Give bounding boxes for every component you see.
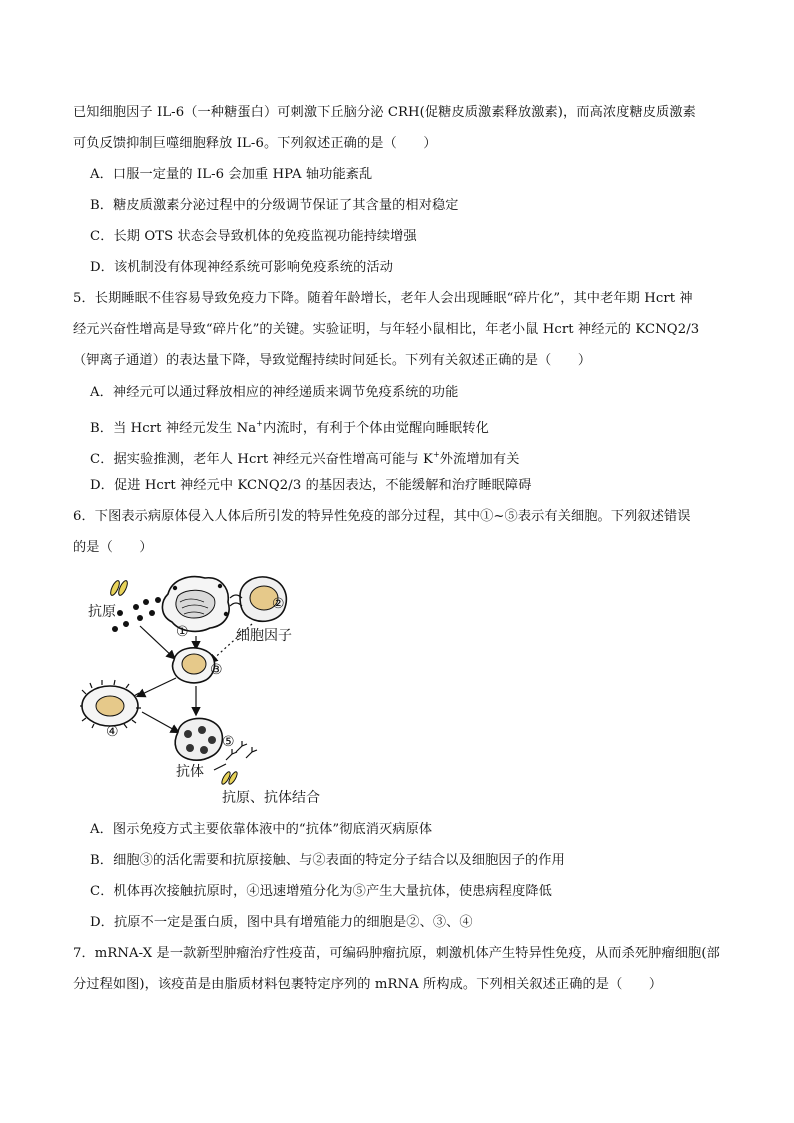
q5-option-c: C．据实验推测，老年人 Hcrt 神经元兴奋性增高可能与 K+外流增加有关 xyxy=(90,450,520,467)
q6-stem-line2: 的是（ ） xyxy=(73,540,153,555)
q4-stem-line1: 已知细胞因子 IL-6（一种糖蛋白）可刺激下丘脑分泌 CRH(促糖皮质激素释放激素)，而高浓度糖皮质激素 xyxy=(73,105,696,120)
label-binding: 抗原、抗体结合 xyxy=(222,790,320,806)
label-n4: ④ xyxy=(106,724,119,740)
q5-option-a: A．神经元可以通过释放相应的神经递质来调节免疫系统的功能 xyxy=(90,385,459,400)
cell-5-plasma-cell xyxy=(175,718,222,760)
q6-stem-line1: 6．下图表示病原体侵入人体后所引发的特异性免疫的部分过程，其中①~⑤表示有关细胞。下列叙述错误 xyxy=(73,509,691,524)
q5-stem-line3: （钾离子通道）的表达量下降，导致觉醒持续时间延长。下列有关叙述正确的是（ ） xyxy=(73,353,592,368)
q4-stem-line2: 可负反馈抑制巨噬细胞释放 IL-6。下列叙述正确的是（ ） xyxy=(73,136,437,151)
q6-option-d: D．抗原不一定是蛋白质，图中具有增殖能力的细胞是②、③、④ xyxy=(90,915,473,930)
q4-option-b: B．糖皮质激素分泌过程中的分级调节保证了其含量的相对稳定 xyxy=(90,198,459,213)
q4-option-d: D．该机制没有体现神经系统可影响免疫系统的活动 xyxy=(90,260,393,275)
q6-option-b: B．细胞③的活化需要和抗原接触、与②表面的特定分子结合以及细胞因子的作用 xyxy=(90,853,565,868)
label-antigen: 抗原 xyxy=(88,604,116,620)
q5-stem-line2: 经元兴奋性增高是导致“碎片化”的关键。实验证明，与年轻小鼠相比，年老小鼠 Hcrt 神经元的 KCNQ2/3 xyxy=(73,322,700,337)
label-cytokine: 细胞因子 xyxy=(236,628,292,644)
q4-option-c: C．长期 OTS 状态会导致机体的免疫监视功能持续增强 xyxy=(90,229,417,244)
label-n3: ③ xyxy=(210,662,223,678)
q5-option-d: D．促进 Hcrt 神经元中 KCNQ2/3 的基因表达，不能缓解和治疗睡眠障碍 xyxy=(90,478,532,493)
q5-option-b: B．当 Hcrt 神经元发生 Na+内流时，有利于个体由觉醒向睡眠转化 xyxy=(90,419,489,436)
cell-3-b-cell xyxy=(173,648,215,683)
q7-stem-line1: 7．mRNA-X 是一款新型肿瘤治疗性疫苗，可编码肿瘤抗原，刺激机体产生特异性免疫，从而杀死肿瘤细胞(部 xyxy=(73,946,720,961)
cell-1-apc xyxy=(162,577,229,632)
q6-option-c: C．机体再次接触抗原时，④迅速增殖分化为⑤产生大量抗体，使患病程度降低 xyxy=(90,884,552,899)
antigen-rods-icon xyxy=(109,579,129,596)
q5-stem-line1: 5．长期睡眠不佳容易导致免疫力下降。随着年龄增长，老年人会出现睡眠“碎片化”，其中老年期 Hcrt 神 xyxy=(73,291,693,306)
antigen-antibody-complex-icon xyxy=(220,771,238,786)
immune-process-figure xyxy=(80,574,350,810)
q7-stem-line2: 分过程如图)，该疫苗是由脂质材料包裹特定序列的 mRNA 所构成。下列相关叙述正确的是（ ） xyxy=(73,977,663,992)
q6-option-a: A．图示免疫方式主要依靠体液中的“抗体”彻底消灭病原体 xyxy=(90,822,433,837)
label-n5: ⑤ xyxy=(222,734,235,750)
label-antibody: 抗体 xyxy=(176,764,204,780)
q4-option-a: A．口服一定量的 IL-6 会加重 HPA 轴功能紊乱 xyxy=(90,167,373,182)
label-n2: ② xyxy=(272,596,285,612)
cell-4-memory-b xyxy=(80,680,141,728)
label-n1: ① xyxy=(176,624,189,640)
antigen-particles xyxy=(112,597,161,632)
